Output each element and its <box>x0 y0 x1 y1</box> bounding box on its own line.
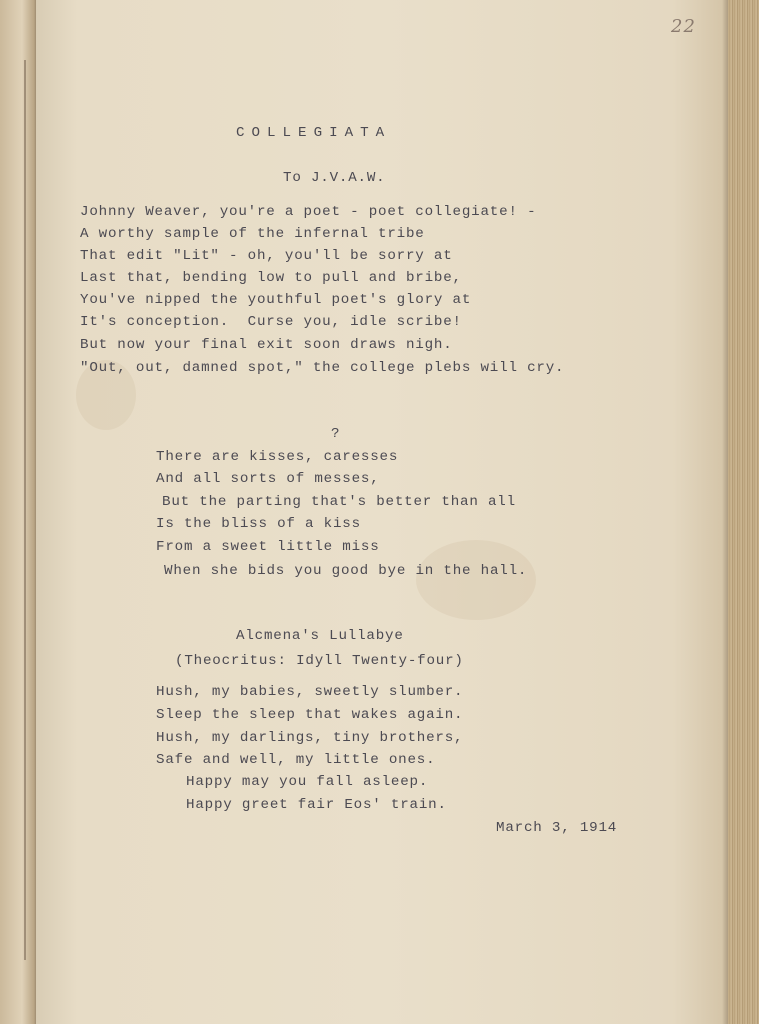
poem-subtitle: (Theocritus: Idyll Twenty-four) <box>175 653 464 669</box>
poem-title: Alcmena's Lullabye <box>236 628 404 644</box>
poem-line: That edit "Lit" - oh, you'll be sorry at <box>80 248 453 264</box>
poem-line: You've nipped the youthful poet's glory at <box>80 292 472 308</box>
poem-line: There are kisses, caresses <box>156 449 399 465</box>
poem-line: Happy greet fair Eos' train. <box>186 797 447 813</box>
paper-stain <box>416 540 536 620</box>
poem-line: Happy may you fall asleep. <box>186 774 429 790</box>
page-number: 22 <box>671 16 696 37</box>
poem-line: But now your final exit soon draws nigh. <box>80 337 453 353</box>
poem-line: But the parting that's better than all <box>162 494 516 510</box>
page-edges <box>728 0 759 1024</box>
poem-line: It's conception. Curse you, idle scribe! <box>80 314 462 330</box>
poem-line: Hush, my babies, sweetly slumber. <box>156 684 464 700</box>
poem-line: Last that, bending low to pull and bribe, <box>80 270 462 286</box>
poem-line: A worthy sample of the infernal tribe <box>80 226 425 242</box>
poem-line: Is the bliss of a kiss <box>156 516 361 532</box>
poem-title: ? <box>331 426 341 442</box>
binding-shadow <box>24 60 26 960</box>
poem-line: Safe and well, my little ones. <box>156 752 436 768</box>
poem-line: From a sweet little miss <box>156 539 380 555</box>
page <box>36 0 728 1024</box>
poem-line: Hush, my darlings, tiny brothers, <box>156 730 464 746</box>
poem-line: Johnny Weaver, you're a poet - poet collegiate! - <box>80 204 537 220</box>
left-page-edge <box>0 0 40 1024</box>
poem-title: COLLEGIATA <box>236 125 392 141</box>
poem-dedication: To J.V.A.W. <box>283 170 386 186</box>
poem-line: And all sorts of messes, <box>156 471 380 487</box>
poem-line: "Out, out, damned spot," the college plebs will cry. <box>80 360 565 376</box>
poem-date: March 3, 1914 <box>496 820 618 836</box>
poem-line: Sleep the sleep that wakes again. <box>156 707 464 723</box>
poem-line: When she bids you good bye in the hall. <box>164 563 528 579</box>
